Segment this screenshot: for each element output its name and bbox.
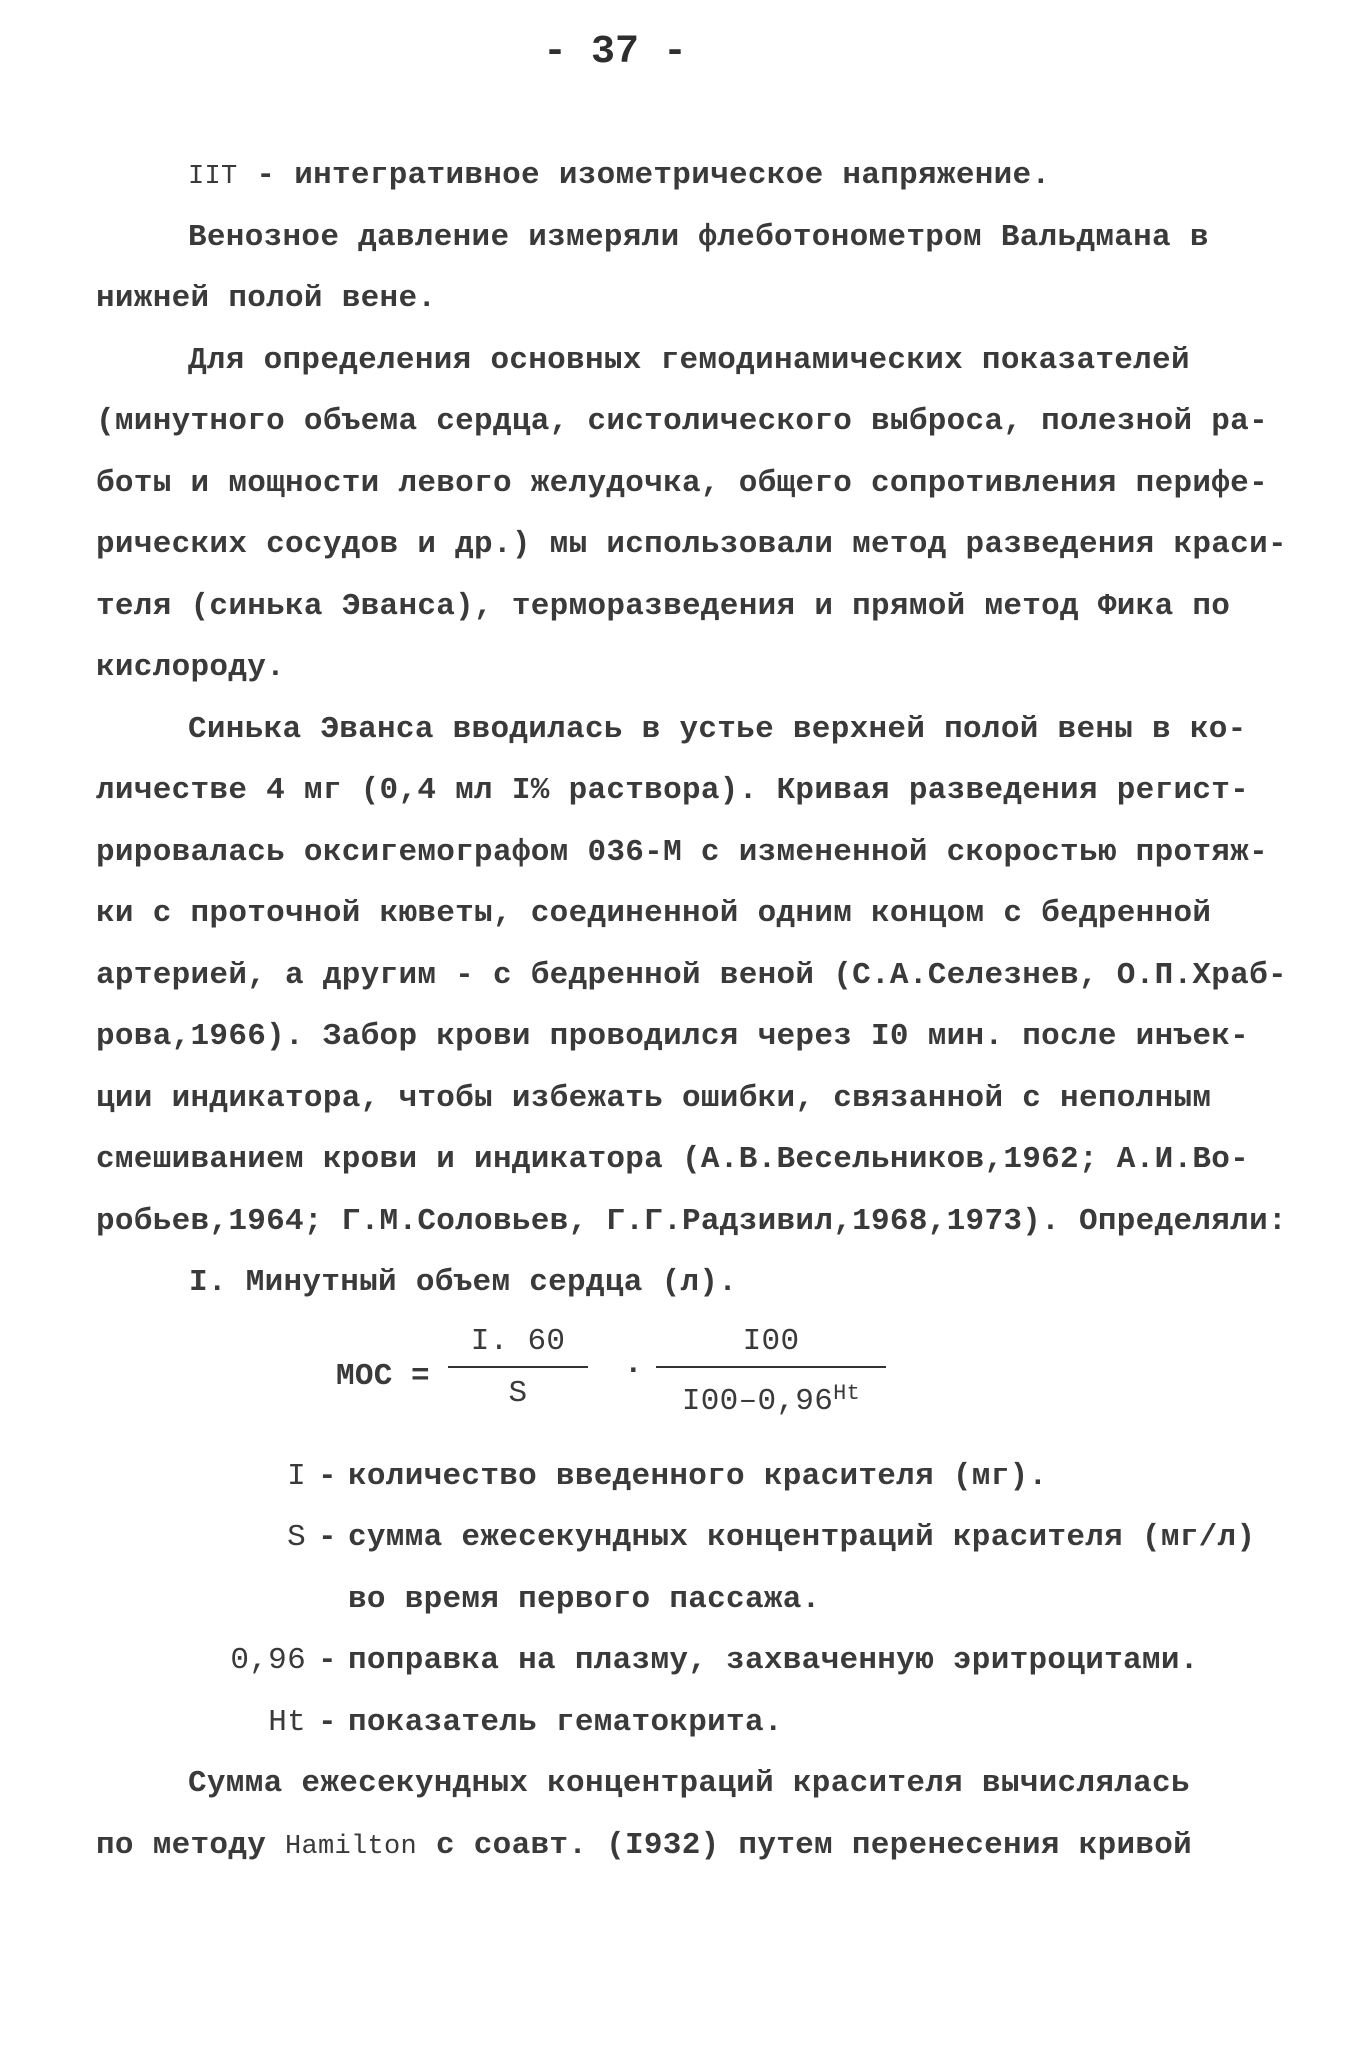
formula-multiply: · bbox=[624, 1352, 643, 1388]
text-line: смешиванием крови и индикатора (А.В.Весельников,1962; А.И.Во- bbox=[96, 1142, 1250, 1177]
definition-row: 0,96 - поправка на плазму, захваченную эритроцитами. bbox=[96, 1630, 1276, 1692]
formula-lhs: МОС bbox=[336, 1358, 393, 1394]
mos-formula bbox=[96, 1318, 1276, 1446]
text-line: личестве 4 мг (0,4 мл I% раствора). Кривая разведения регист- bbox=[96, 773, 1250, 808]
text-line: Венозное давление измеряли флеботонометром Вальдмана в bbox=[188, 219, 1209, 255]
definition-text: сумма ежесекундных концентраций красителя (мг/л) bbox=[348, 1520, 1256, 1555]
fraction-denominator: S bbox=[508, 1375, 528, 1411]
definition-symbol: 0,96 bbox=[230, 1643, 306, 1678]
author-name: Hamilton bbox=[285, 1831, 418, 1862]
definition-symbol: I bbox=[287, 1458, 306, 1494]
text-line: рировалась оксигемографом 036-М с измененной скоростью протяж- bbox=[96, 834, 1268, 870]
definition-text: количество введенного красителя (мг). bbox=[348, 1458, 1048, 1494]
text-line: артерией, а другим - с бедренной веной (С.А.Селезнев, О.П.Храб- bbox=[96, 957, 1287, 993]
text-line: IIT - интегративное изометрическое напряжение. bbox=[188, 158, 1051, 193]
text-line: Для определения основных гемодинамических показателей bbox=[188, 342, 1190, 378]
definition-symbol: S bbox=[287, 1520, 306, 1555]
superscript-ht: Ht bbox=[833, 1380, 861, 1406]
definition-row bbox=[96, 1569, 1276, 1631]
fraction-hematocrit bbox=[656, 1318, 886, 1428]
text-line: рических сосудов и др.) мы использовали метод разведения краси- bbox=[96, 527, 1287, 562]
fraction-numerator: I. 60 bbox=[448, 1318, 588, 1368]
definition-row: S - сумма ежесекундных концентраций красителя (мг/л) bbox=[96, 1507, 1276, 1569]
text-line: I. Минутный объем сердца (л). bbox=[189, 1265, 738, 1300]
text-line: боты и мощности левого желудочка, общего сопротивления перифе- bbox=[96, 465, 1268, 501]
text-line: ции индикатора, чтобы избежать ошибки, связанной с неполным bbox=[96, 1080, 1212, 1116]
definition-row: I - количество введенного красителя (мг). bbox=[96, 1446, 1276, 1508]
text-line: рова,1966). Забор крови проводился через I0 мин. после инъек- bbox=[96, 1019, 1250, 1054]
page-number: - 37 - bbox=[542, 30, 688, 75]
definition-text: во время первого пассажа. bbox=[348, 1581, 821, 1617]
definition-symbol: Ht bbox=[268, 1704, 306, 1740]
text-line: кислороду. bbox=[96, 650, 286, 685]
text-line: (минутного объема сердца, систолического выброса, полезной ра- bbox=[96, 404, 1268, 439]
abbrev-iit: IIT bbox=[188, 162, 238, 192]
fraction-numerator: I00 bbox=[656, 1318, 886, 1368]
definition-text: поправка на плазму, захваченную эритроцитами. bbox=[348, 1643, 1199, 1678]
definition-text: показатель гематокрита. bbox=[348, 1704, 783, 1740]
text-line: Сумма ежесекундных концентраций красителя вычислялась bbox=[188, 1766, 1190, 1801]
formula-equals: = bbox=[411, 1358, 430, 1394]
definition-row: Ht - показатель гематокрита. bbox=[96, 1692, 1276, 1754]
fraction-denominator: $I00-0,96^{Ht}$ bbox=[681, 1380, 861, 1419]
text-line: ки с проточной кюветы, соединенной одним концом с бедренной bbox=[96, 896, 1212, 931]
text-line: по методу Hamilton с соавт. (I932) путем перенесения кривой bbox=[96, 1827, 1193, 1863]
text-line: Синька Эванса вводилась в устье верхней полой вены в ко- bbox=[188, 711, 1247, 747]
text-line: нижней полой вене. bbox=[96, 281, 437, 316]
text-line: робьев,1964; Г.М.Соловьев, Г.Г.Радзивил,1968,1973). Определяли: bbox=[96, 1203, 1287, 1239]
fraction-dose bbox=[448, 1318, 588, 1420]
document-body bbox=[96, 145, 1287, 1876]
text-line: теля (синька Эванса), терморазведения и прямой метод Фика по bbox=[96, 588, 1231, 624]
